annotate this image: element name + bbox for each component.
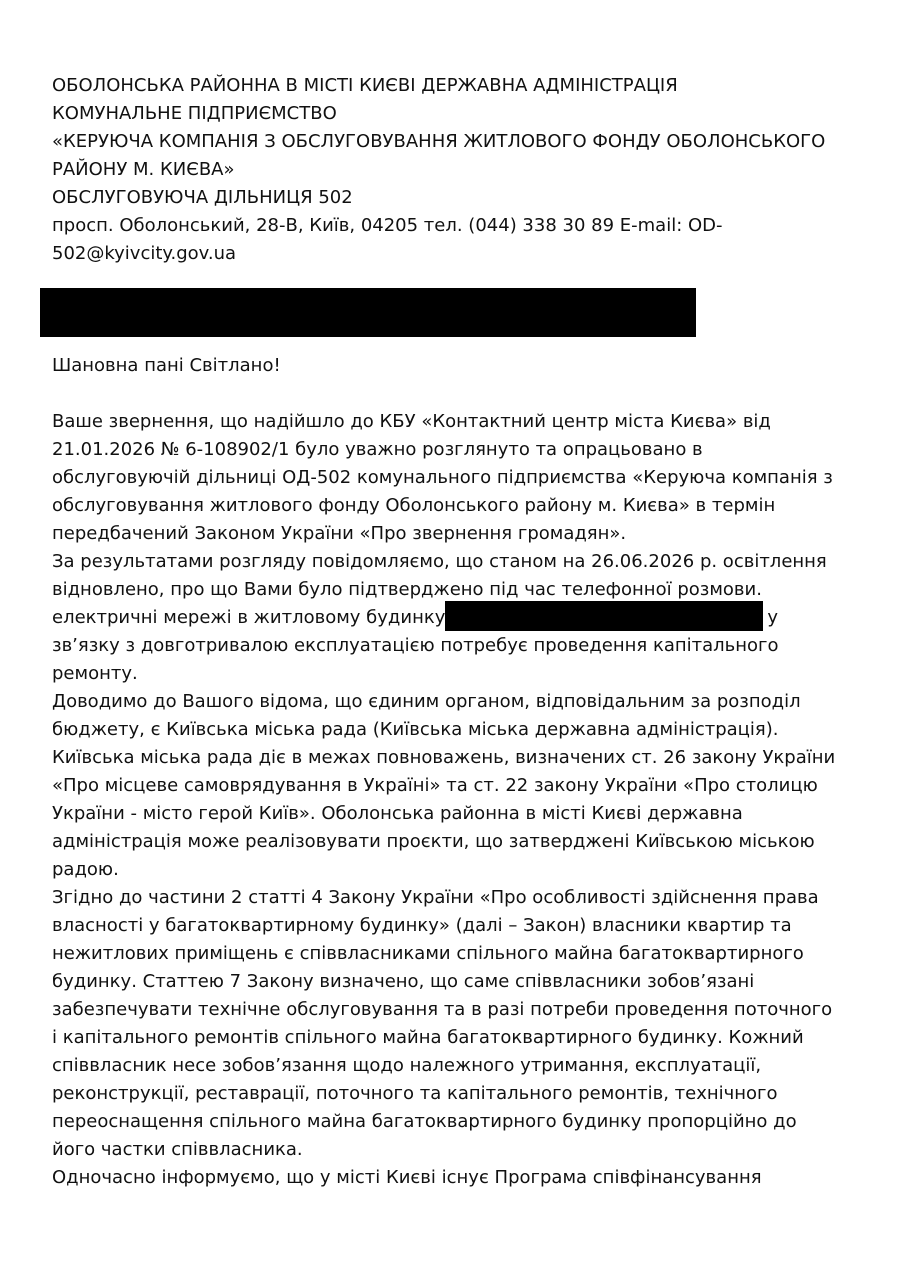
body-line: передбачений Законом України «Про звернення громадян». <box>52 523 627 544</box>
header-line: ОБОЛОНСЬКА РАЙОННА В МІСТІ КИЄВІ ДЕРЖАВНА АДМІНІСТРАЦІЯ <box>52 75 678 96</box>
body-line: співвласник несе зобов’язання щодо належного утримання, експлуатації, <box>52 1055 762 1076</box>
header-line: «КЕРУЮЧА КОМПАНІЯ З ОБСЛУГОВУВАННЯ ЖИТЛОВОГО ФОНДУ ОБОЛОНСЬКОГО <box>52 131 826 152</box>
body-line: забезпечувати технічне обслуговування та в разі потреби проведення поточного <box>52 999 833 1020</box>
body-line: переоснащення спільного майна багатоквартирного будинку пропорційно до <box>52 1111 797 1132</box>
body-line: «Про місцеве самоврядування в Україні» та ст. 22 закону України «Про столицю <box>52 775 818 796</box>
line-text: у <box>767 607 779 628</box>
body-line: бюджету, є Київська міська рада (Київська міська державна адміністрація). <box>52 719 779 740</box>
body-line: Ваше звернення, що надійшло до КБУ «Контактний центр міста Києва» від <box>52 411 771 432</box>
body-line: України - місто герой Київ». Оболонська районна в місті Києві державна <box>52 803 743 824</box>
body-line: нежитлових приміщень є співвласниками спільного майна багатоквартирного <box>52 943 804 964</box>
line-text: електричні мережі в житловому будинку <box>52 607 446 628</box>
body-line: відновлено, про що Вами було підтверджено під час телефонної розмови. <box>52 579 762 600</box>
body-line: реконструкції, реставрації, поточного та капітального ремонтів, технічного <box>52 1083 778 1104</box>
body-line: обслуговування житлового фонду Оболонського району м. Києва» в термін <box>52 495 776 516</box>
body-line: Доводимо до Вашого відома, що єдиним органом, відповідальним за розподіл <box>52 691 801 712</box>
body-line: За результатами розгляду повідомляємо, що станом на 26.06.2026 р. освітлення <box>52 551 827 572</box>
body-line: Згідно до частини 2 статті 4 Закону України «Про особливості здійснення права <box>52 887 819 908</box>
body-line: Київська міська рада діє в межах повноважень, визначених ст. 26 закону України <box>52 747 836 768</box>
body-line: обслуговуючій дільниці ОД-502 комунального підприємства «Керуюча компанія з <box>52 467 833 488</box>
body-line: його частки співвласника. <box>52 1139 303 1160</box>
header-line: ОБСЛУГОВУЮЧА ДІЛЬНИЦЯ 502 <box>52 187 353 208</box>
body-line: ремонту. <box>52 663 138 684</box>
header-line: 502@kyivcity.gov.ua <box>52 243 237 264</box>
redacted-address <box>445 601 763 631</box>
body-line: і капітального ремонтів спільного майна багатоквартирного будинку. Кожний <box>52 1027 804 1048</box>
body-line: 21.01.2026 № 6-108902/1 було уважно розглянуто та опрацьовано в <box>52 439 703 460</box>
redacted-recipient-block <box>40 288 696 337</box>
body-line: адміністрація може реалізовувати проєкти, що затверджені Київською міською <box>52 831 815 852</box>
header-line: РАЙОНУ М. КИЄВА» <box>52 159 235 180</box>
body-line: зв’язку з довготривалою експлуатацією потребує проведення капітального <box>52 635 779 656</box>
body-line: Одночасно інформуємо, що у місті Києві існує Програма співфінансування <box>52 1167 762 1188</box>
body-line: радою. <box>52 859 119 880</box>
body-line: власності у багатоквартирному будинку» (далі – Закон) власники квартир та <box>52 915 792 936</box>
header-line: просп. Оболонський, 28-В, Київ, 04205 тел. (044) 338 30 89 E-mail: OD- <box>52 215 723 236</box>
greeting: Шановна пані Світлано! <box>52 355 281 376</box>
body-line-redacted <box>52 604 778 632</box>
header-line: КОМУНАЛЬНЕ ПІДПРИЄМСТВО <box>52 103 337 124</box>
body-line: будинку. Статтею 7 Закону визначено, що саме співвласники зобов’язані <box>52 971 755 992</box>
